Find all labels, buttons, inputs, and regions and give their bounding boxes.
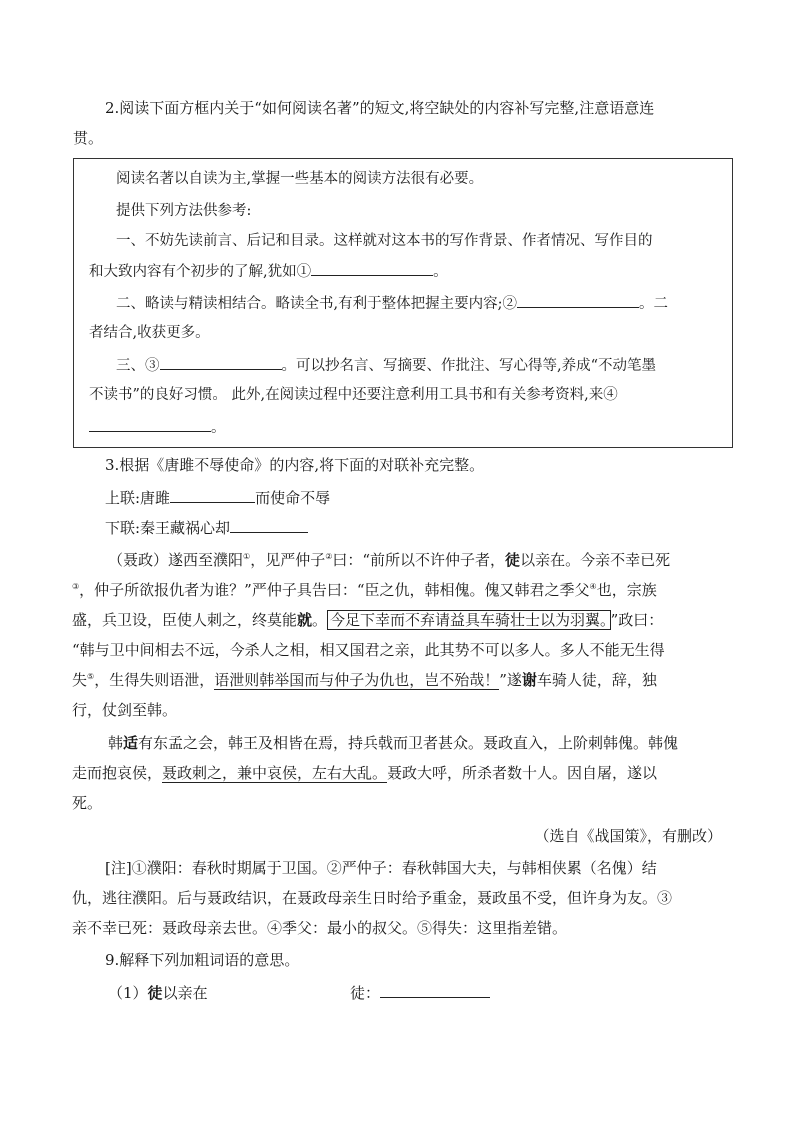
passage-line-2 [72, 580, 657, 600]
passage2-line-2 [72, 763, 657, 783]
q2-line-1: 2.阅读下面方框内关于“如何阅读名著”的短文,将空缺处的内容补写完整,注意语意连 [105, 99, 655, 117]
box-p3b-text: 和大致内容有个初步的了解,犹如① [89, 264, 312, 280]
footnote-marker: ③ [72, 582, 80, 591]
p-text: ”遂 [499, 671, 522, 689]
bold-word: 就 [297, 611, 313, 629]
reading-method-box [73, 158, 733, 448]
box-paragraph-2: 提供下列方法供参考: [116, 203, 252, 219]
footnote-marker: ④ [589, 582, 597, 591]
upper-blank[interactable] [170, 488, 255, 503]
box-p5d-text: 。 [211, 420, 226, 436]
p-text: 聂政大呼，所杀者数十人。因自屠，遂以 [387, 764, 658, 782]
p-text: 以亲在。今亲不幸已死 [520, 551, 671, 569]
footnote-marker: ① [243, 552, 251, 561]
p-text: ，生得失则语泄， [94, 671, 215, 689]
p-text: 失 [72, 671, 88, 689]
passage-line-4: “韩与卫中间相去不远，今杀人之相，相又国君之亲，此其势不可以多人。多人不能无生得 [72, 641, 665, 659]
underlined-sentence: 语泄则韩举国而与仲子为仇也，岂不殆哉！ [214, 671, 500, 689]
p-text: 以亲在 [162, 984, 208, 1002]
box-paragraph-3b [89, 261, 448, 282]
box-paragraph-5c: 不读书”的良好习惯。 此外,在阅读过程中还要注意利用工具书和有关参考资料,来④ [89, 387, 618, 403]
couplet-lower [105, 518, 308, 538]
upper-pre: 上联:唐雎 [105, 489, 171, 507]
passage-line-5 [72, 670, 657, 690]
p-text: 也，宗族 [596, 581, 657, 599]
q9-title: 9.解释下列加粗词语的意思。 [105, 951, 300, 969]
boxed-sentence: 今足下幸而不弃请益具车骑壮士以为羽翼。 [327, 610, 611, 630]
p-text: 。 [312, 611, 328, 629]
box-p5a-text: 三、③ [116, 358, 160, 374]
answer-blank[interactable] [380, 983, 490, 998]
q9-answer-1 [350, 983, 490, 1003]
notes-line-2: 仇，逃往濮阳。后与聂政结识，在聂政母亲生日时给予重金，聂政虽不受，但许身为友。③ [72, 889, 673, 907]
p-text: （聂政）遂西至濮阳 [108, 551, 244, 569]
upper-post: 而使命不辱 [255, 489, 331, 507]
p-text: 走而抱哀侯， [72, 764, 163, 782]
lower-pre: 下联:秦王藏祸心却 [105, 519, 231, 537]
box-paragraph-5a [116, 355, 656, 376]
box-p4a-text: 二、略读与精读相结合。略读全书,有利于整体把握主要内容;② [116, 296, 517, 312]
bold-word: 谢 [521, 671, 537, 689]
underlined-sentence: 聂政刺之，兼中哀侯，左右大乱。 [162, 764, 388, 782]
passage-line-1 [108, 550, 670, 570]
q3-title: 3.根据《唐雎不辱使命》的内容,将下面的对联补充完整。 [105, 456, 485, 474]
bold-word: 徒 [147, 984, 163, 1002]
p-text: 车骑人徒，辞，独 [536, 671, 657, 689]
item-number: （1） [108, 984, 148, 1002]
couplet-upper [105, 488, 330, 508]
q9-item-1 [108, 983, 208, 1003]
answer-label: 徒： [350, 984, 381, 1002]
blank-4[interactable] [89, 417, 211, 432]
box-paragraph-1: 阅读名著以自读为主,掌握一些基本的阅读方法很有必要。 [116, 171, 484, 187]
q2-line-2: 贯。 [73, 129, 104, 147]
blank-3[interactable] [160, 355, 282, 370]
lower-blank[interactable] [230, 518, 308, 533]
box-paragraph-4a [116, 293, 668, 314]
notes-line-3: 亲不幸已死：聂政母亲去世。④季父：最小的叔父。⑤得失：这里指差错。 [72, 919, 568, 937]
bold-word: 徒 [505, 551, 521, 569]
passage-line-3 [72, 610, 663, 630]
box-p3c-text: 。 [433, 264, 448, 280]
blank-1[interactable] [311, 261, 433, 276]
box-paragraph-3a: 一、不妨先读前言、后记和目录。这样就对这本书的写作背景、作者情况、写作目的 [116, 233, 653, 249]
p-text: 韩 [108, 734, 124, 752]
bold-word: 适 [123, 734, 139, 752]
box-paragraph-5d [89, 417, 226, 438]
p-text: 有东孟之会，韩王及相皆在焉，持兵戟而卫者甚众。聂政直入，上阶刺韩傀。韩傀 [138, 734, 679, 752]
footnote-marker: ⑤ [87, 672, 95, 681]
box-p5b-text: 。可以抄名言、写摘要、作批注、写心得等,养成“不动笔墨 [281, 358, 657, 374]
p-text: 曰：“前所以不许仲子者， [332, 551, 506, 569]
passage2-line-1 [108, 733, 678, 753]
footnote-marker: ② [325, 552, 333, 561]
p-text: ，见严仲子 [250, 551, 326, 569]
source-citation: （选自《战国策》，有删改） [534, 827, 722, 845]
box-p4b-text: 。二 [639, 296, 668, 312]
p-text: ，仲子所欲报仇者为谁？”严仲子具告曰：“臣之仇，韩相傀。傀又韩君之季父 [79, 581, 590, 599]
notes-line-1: [注]①濮阳：春秋时期属于卫国。②严仲子：春秋韩国大夫，与韩相侠累（名傀）结 [105, 859, 657, 877]
passage2-line-3: 死。 [72, 794, 103, 812]
blank-2[interactable] [517, 293, 639, 308]
passage-line-6: 行，仗剑至韩。 [72, 701, 178, 719]
p-text: ”政曰： [610, 611, 664, 629]
p-text: 盛，兵卫设，臣使人刺之，终莫能 [72, 611, 298, 629]
box-paragraph-4c: 者结合,收获更多。 [89, 325, 210, 341]
